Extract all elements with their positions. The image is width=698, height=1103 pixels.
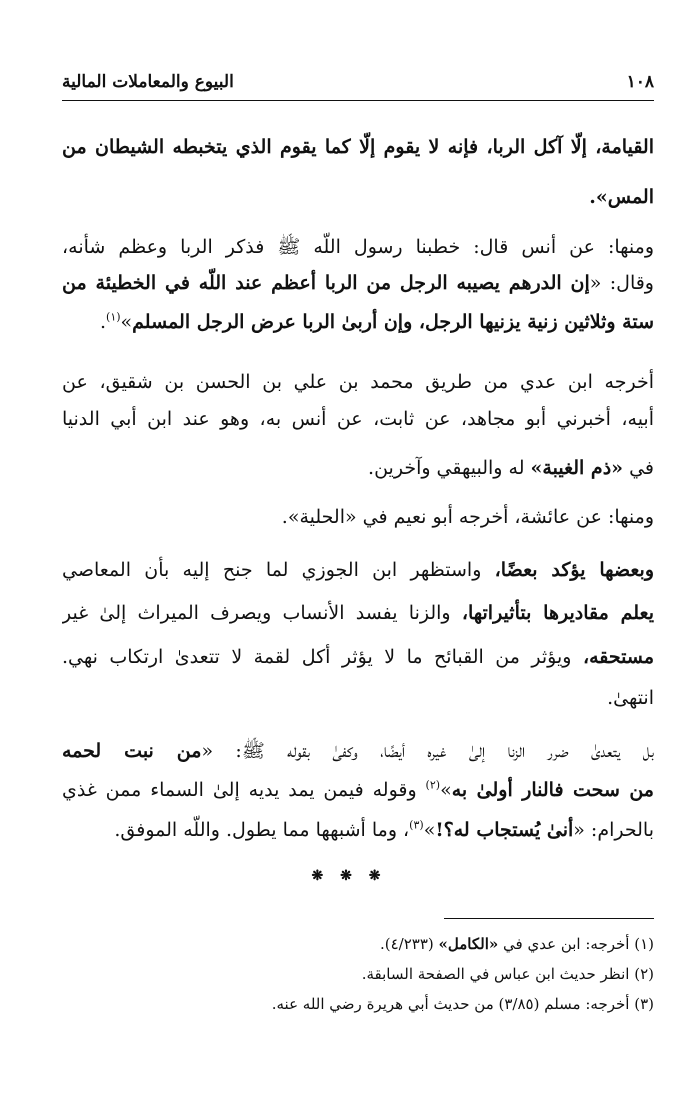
- footnote-item: [62, 930, 654, 958]
- text-span: بالحرام: «: [573, 819, 654, 841]
- footnote-number: (١): [634, 935, 654, 953]
- text-line: [62, 773, 654, 807]
- footnote-number: (٣): [634, 995, 654, 1013]
- text-line: [62, 266, 654, 300]
- text-span: أخرجه ابن عدي من طريق محمد بن علي بن الحسن بن شقيق، عن: [62, 371, 654, 393]
- page-number: ١٠٨: [626, 72, 654, 92]
- emphasis-text: مستحقه،: [582, 646, 654, 668]
- text-line: [62, 365, 654, 399]
- text-span: ومنها: عن أنس قال: خطبنا رسول اللّه ﷺ فذكر الربا وعظم شأنه،: [62, 236, 654, 258]
- footnote-text: انظر حديث ابن عباس في الصفحة السابقة.: [361, 965, 630, 983]
- footnote-item: [62, 990, 654, 1018]
- book-title-ref: «ذم الغيبة»: [530, 457, 624, 479]
- text-line: [62, 305, 654, 339]
- footnote-text: أخرجه: ابن عدي في: [503, 935, 630, 953]
- footnote-item: [62, 960, 654, 988]
- footnote-number: (٢): [634, 965, 654, 983]
- hadith-text: أنىٰ يُستجاب له؟!: [435, 819, 574, 841]
- text-line: [62, 681, 654, 715]
- text-span: أبيه، أخبرني أبو مجاهد، عن ثابت، عن أنس به، وهو عند ابن أبي الدنيا: [62, 408, 654, 430]
- footnote-book-title: «الكامل»: [438, 935, 499, 953]
- text-span: ويؤثر من القبائح ما لا يؤثر أكل لقمة لا تتعدىٰ ارتكاب نهي.: [62, 646, 572, 668]
- text-line: [62, 500, 654, 534]
- footnote-marker[interactable]: (٢): [425, 778, 441, 792]
- text-span: »: [423, 819, 436, 841]
- footnote-marker[interactable]: (٣): [409, 818, 424, 832]
- hadith-text: إن الدرهم يصيبه الرجل من الربا أعظم عند اللّه في الخطيئة من: [62, 272, 590, 294]
- footnote-divider: [444, 918, 654, 919]
- text-span: »: [120, 311, 133, 333]
- section-separator: ❋ ❋ ❋: [311, 868, 387, 884]
- text-span: .: [99, 311, 107, 333]
- text-line: [62, 553, 654, 587]
- text-span: وقوله فيمن يمد يديه إلىٰ السماء ممن غذي: [62, 779, 417, 801]
- text-span: ، وما أشبهها مما يطول. واللّه الموفق.: [114, 819, 410, 841]
- text-line: [62, 130, 654, 164]
- text-span: في: [629, 457, 654, 479]
- footnote-text: (٤/٢٣٣).: [379, 935, 434, 953]
- text-line: [62, 402, 654, 436]
- text-span: بل يتعدىٰ ضرر الزنا إلىٰ غيره أيضًا، وكفىٰ بقوله ﷺ: «: [201, 740, 654, 762]
- footnote-text: أخرجه: مسلم (٣/٨٥) من حديث أبي هريرة: [366, 995, 630, 1013]
- text-span: والزنا يفسد الأنساب ويصرف الميراث إلىٰ غير: [62, 602, 451, 624]
- text-line: [62, 180, 654, 214]
- footnote-marker[interactable]: (١): [106, 310, 121, 324]
- hadith-text: ستة وثلاثين زنية يزنيها الرجل، وإن أربىٰ الربا عرض الرجل المسلم: [132, 311, 654, 333]
- text-line: [62, 813, 654, 847]
- text-span: »: [440, 779, 452, 801]
- hadith-text: من سحت فالنار أولىٰ به: [451, 779, 654, 801]
- text-span: انتهىٰ.: [607, 687, 654, 709]
- page-header: [62, 70, 654, 101]
- running-title: البيوع والمعاملات المالية: [62, 72, 234, 92]
- text-line: [62, 451, 654, 485]
- text-line: [62, 640, 654, 674]
- emphasis-text: يعلم مقاديرها بتأثيراتها،: [461, 602, 654, 624]
- hadith-text: من نبت لحمه: [62, 740, 202, 762]
- text-line: [62, 596, 654, 630]
- text-span: القيامة، إلّا آكل الربا، فإنه لا يقوم إلّا كما يقوم الذي يتخبطه الشيطان من: [62, 136, 654, 158]
- text-span: له والبيهقي وآخرين.: [368, 457, 525, 479]
- emphasis-text: وبعضها يؤكد بعضًا،: [494, 559, 654, 581]
- text-span: واستظهر ابن الجوزي لما جنح إليه بأن المعاصي: [62, 559, 482, 581]
- footnote-text: رضي الله عنه.: [271, 995, 362, 1013]
- text-line: [62, 230, 654, 264]
- text-span: المس».: [589, 186, 654, 208]
- text-line: [62, 734, 654, 768]
- text-span: ومنها: عن عائشة، أخرجه أبو نعيم في «الحلية».: [281, 506, 654, 528]
- text-span: وقال: «: [589, 272, 654, 294]
